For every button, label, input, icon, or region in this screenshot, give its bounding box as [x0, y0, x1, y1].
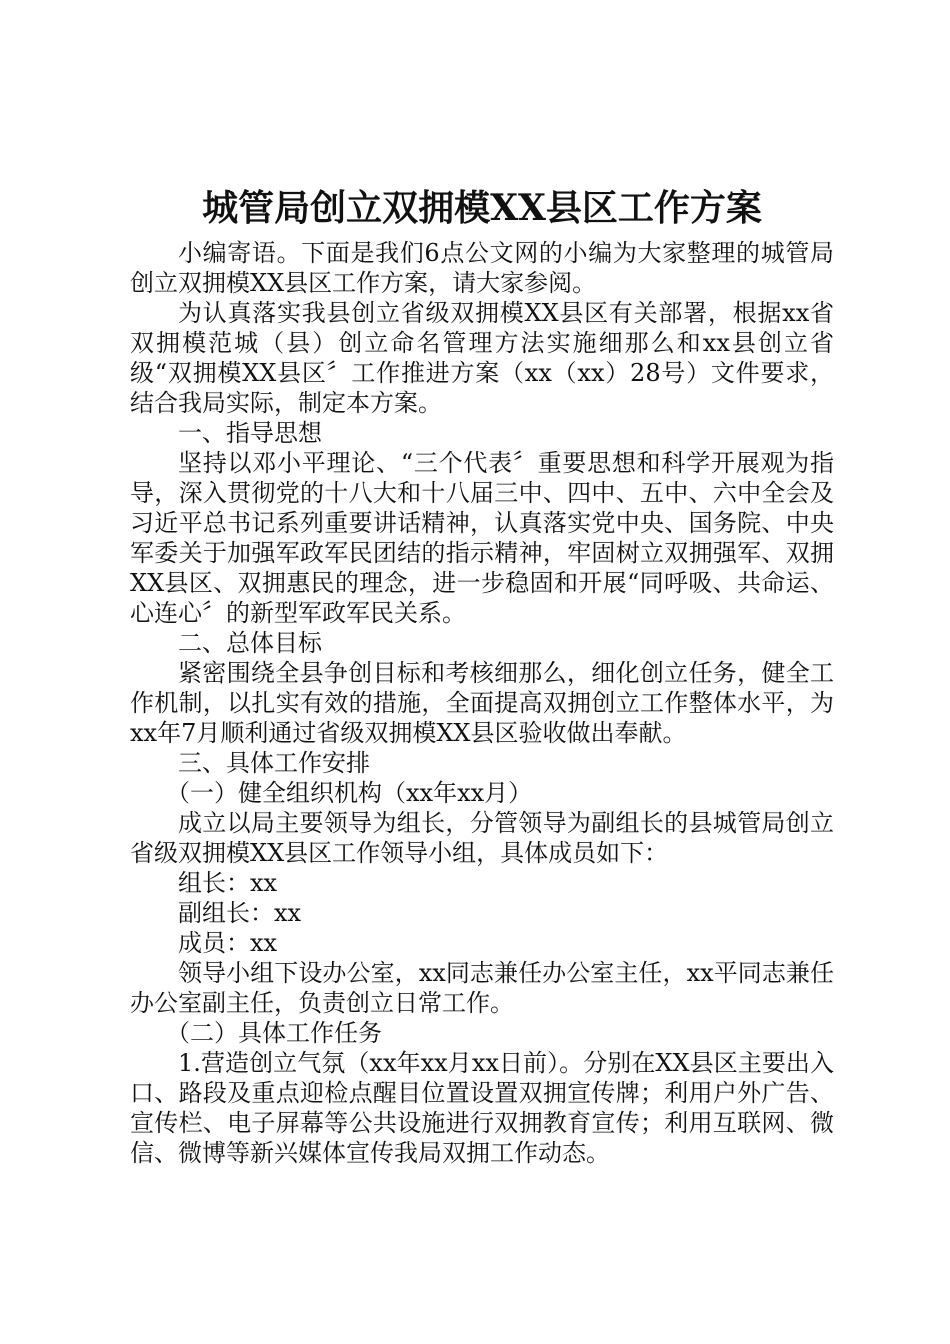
- subheading-tasks: （二）具体工作任务: [166, 1019, 382, 1047]
- member-leader: 组长：xx: [178, 869, 278, 897]
- document-page: [130, 178, 834, 1168]
- member-members: 成员：xx: [178, 929, 278, 957]
- heading-overall-goal: 二、总体目标: [178, 629, 322, 657]
- paragraph-guiding-ideology: 坚持以邓小平理论、“三个代表〞重要思想和科学开展观为指导，深入贯彻党的十八大和十八届三中、四中、五中、六中全会及习近平总书记系列重要讲话精神，认真落实党中央、国务院、中央军委关于加强军政军民团结的指示精神，牢固树立双拥强军、双拥XX县区、双拥惠民的理念，进一步稳固和开展“同呼吸、共命运、心连心〞的新型军政军民关系。: [130, 449, 834, 627]
- heading-guiding-ideology: 一、指导思想: [178, 419, 322, 447]
- member-deputy-leader: 副组长：xx: [178, 899, 302, 927]
- paragraph-overall-goal: 紧密围绕全县争创目标和考核细那么，细化创立任务，健全工作机制，以扎实有效的措施，全面提高双拥创立工作整体水平，为xx年7月顺利通过省级双拥模XX县区验收做出奉献。: [130, 659, 834, 747]
- paragraph-leading-group: 成立以局主要领导为组长，分管领导为副组长的县城管局创立省级双拥模XX县区工作领导小组，具体成员如下：: [130, 809, 834, 867]
- subheading-organization: （一）健全组织机构（xx年xx月）: [166, 779, 533, 807]
- heading-work-arrangement: 三、具体工作安排: [178, 749, 370, 777]
- paragraph-basis: 为认真落实我县创立省级双拥模XX县区有关部署，根据xx省双拥模范城（县）创立命名管理方法实施细那么和xx县创立省级“双拥模XX县区〞工作推进方案（xx（xx）28号）文件要求，结合我局实际，制定本方案。: [130, 299, 834, 417]
- document-title: 城管局创立双拥模XX县区工作方案: [202, 187, 762, 229]
- paragraph-office: 领导小组下设办公室，xx同志兼任办公室主任，xx平同志兼任办公室副主任，负责创立日常工作。: [130, 959, 834, 1017]
- paragraph-task-1: 1.营造创立气氛（xx年xx月xx日前）。分别在XX县区主要出入口、路段及重点迎检点醒目位置设置双拥宣传牌；利用户外广告、宣传栏、电子屏幕等公共设施进行双拥教育宣传；利用互联网、微信、微博等新兴媒体宣传我局双拥工作动态。: [130, 1049, 834, 1167]
- intro-paragraph: 小编寄语。下面是我们6点公文网的小编为大家整理的城管局创立双拥模XX县区工作方案，请大家参阅。: [130, 239, 834, 297]
